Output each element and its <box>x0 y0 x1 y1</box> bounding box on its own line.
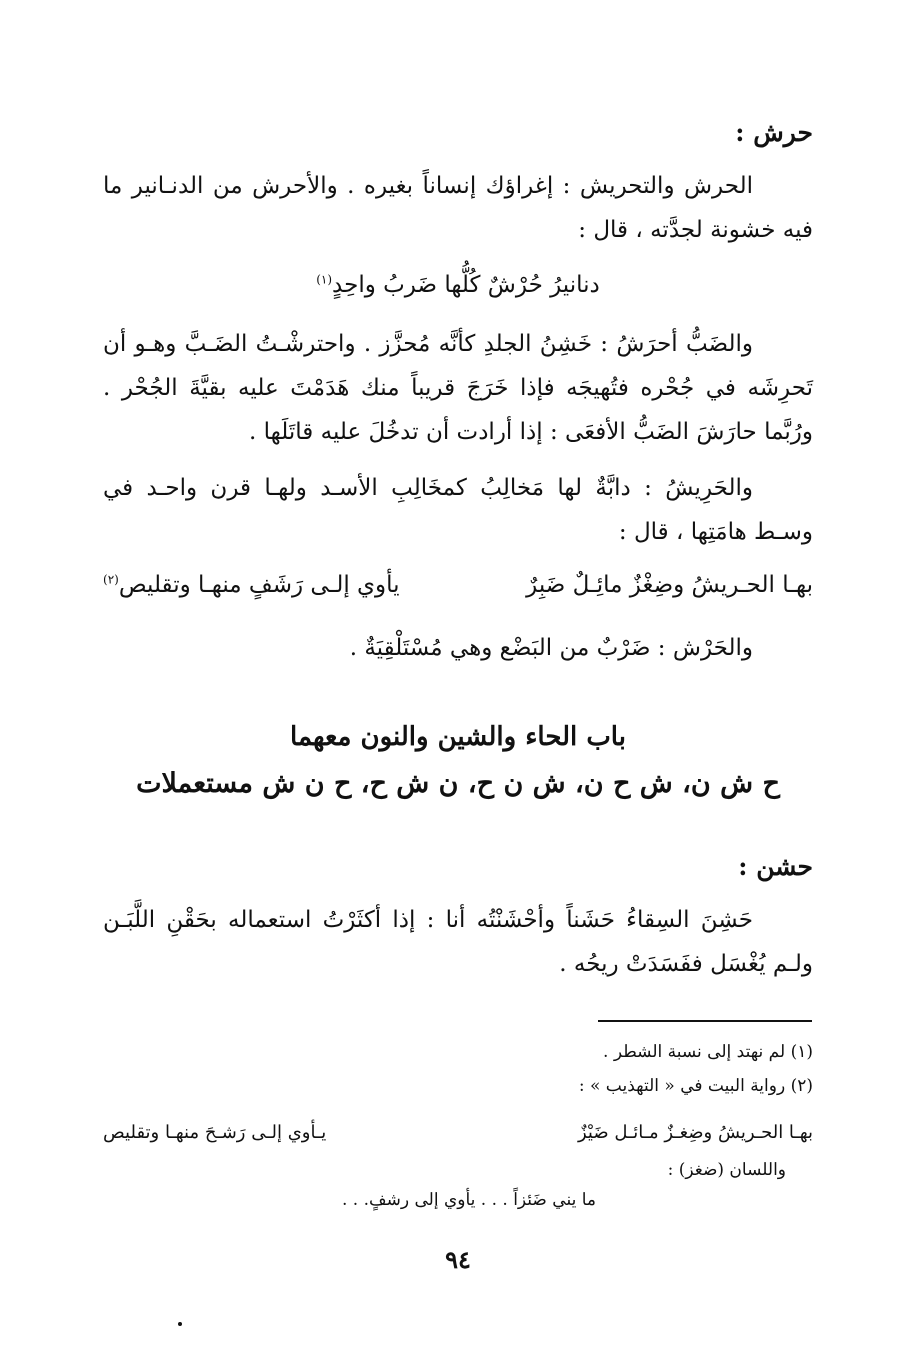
verse-line-2 <box>103 572 813 598</box>
chapter-title: باب الحاء والشين والنون معهما <box>290 722 626 752</box>
chapter-subtitle: ح ش ن، ش ح ن، ش ن ح، ن ش ح، ح ن ش مستعملات <box>136 768 780 799</box>
footnote-separator <box>598 1020 812 1022</box>
paragraph-text: الحرش والتحريش : إغراؤك إنساناً بغيره . والأحرش من الدنـانير ما فيه خشونة لجدَّته ، قال : <box>103 173 813 243</box>
paragraph-text: حَشِنَ السِقاءُ حَشَناً وأحْشَنْتُه أنا : إذا أكثَرْتُ استعماله بحَقْنِ اللَّبَـن ولـم يُغْسَل ففَسَدَتْ ريحُه . <box>103 907 813 977</box>
verse-line-1 <box>0 272 916 298</box>
paragraph-text: والحَرْش : ضَرْبٌ من البَضْع وهي مُسْتَلْقِيَةٌ . <box>349 635 753 661</box>
paragraph-hariish <box>103 466 813 554</box>
verse-text: يأوي إلـى رَشَفٍ منهـا وتقليص <box>118 572 400 598</box>
footnote-marker-2: (٢) <box>103 572 119 587</box>
footnote-hemistich-right: بهـا الحـريشُ وضِغـزٌ مـائـل ضَيْزٌ <box>577 1122 813 1143</box>
paragraph-harash-definition <box>103 164 813 252</box>
entry-heading-harash: حرش : <box>735 118 813 147</box>
paragraph-dabb <box>103 322 813 454</box>
footnote-hemistich-left: يـأوي إلـى رَشـحَ منهـا وتقليص <box>103 1122 327 1143</box>
footnote-2: (٢) رواية البيت في « التهذيب » : <box>578 1076 813 1096</box>
paragraph-text: والحَرِيشُ : دابَّةٌ لها مَخالِبُ كمخَالِبِ الأسـد ولهـا قرن واحـد في وسـط هامَتِها ، قال : <box>103 475 813 545</box>
footnote-verse <box>103 1122 813 1143</box>
footnote-lisan-verse: ما يني ضَئزاً . . . يأوي إلى رشفٍ. . . <box>342 1190 596 1210</box>
page-number: ٩٤ <box>445 1245 471 1274</box>
footnote-marker-1: (١) <box>316 272 333 287</box>
verse-hemistich-right: بهـا الحـريشُ وضِغْزٌ مائِـلٌ ضَبِرٌ <box>526 572 813 598</box>
print-speck <box>178 1322 182 1326</box>
footnote-lisan: واللسان (ضغز) : <box>667 1160 786 1180</box>
entry-heading-hashan: حشن : <box>738 852 813 881</box>
footnote-1: (١) لم نهتد إلى نسبة الشطر . <box>603 1042 813 1062</box>
verse-text: دنانيرُ حُرْشٌ كُلُّها ضَربُ واحِدٍ <box>332 272 600 298</box>
paragraph-harsh <box>103 626 813 670</box>
verse-hemistich-left <box>103 572 400 598</box>
paragraph-hashan <box>103 898 813 986</box>
paragraph-text: والضَبُّ أحرَشُ : خَشِنُ الجلدِ كأنَّه مُحزَّز . واحترشْـتُ الضَـبَّ وهـو أن تَحرِشَه في جُحْره فتُهيجَه فإذا خَرَجَ قريباً منك هَدَمْتَ عليه بقيَّةَ الجُحْر . ورُبَّما حارَشَ الضَبُّ الأفعَى : إذا أرادت أن تدخُلَ عليه قاتَلَها . <box>103 331 813 445</box>
